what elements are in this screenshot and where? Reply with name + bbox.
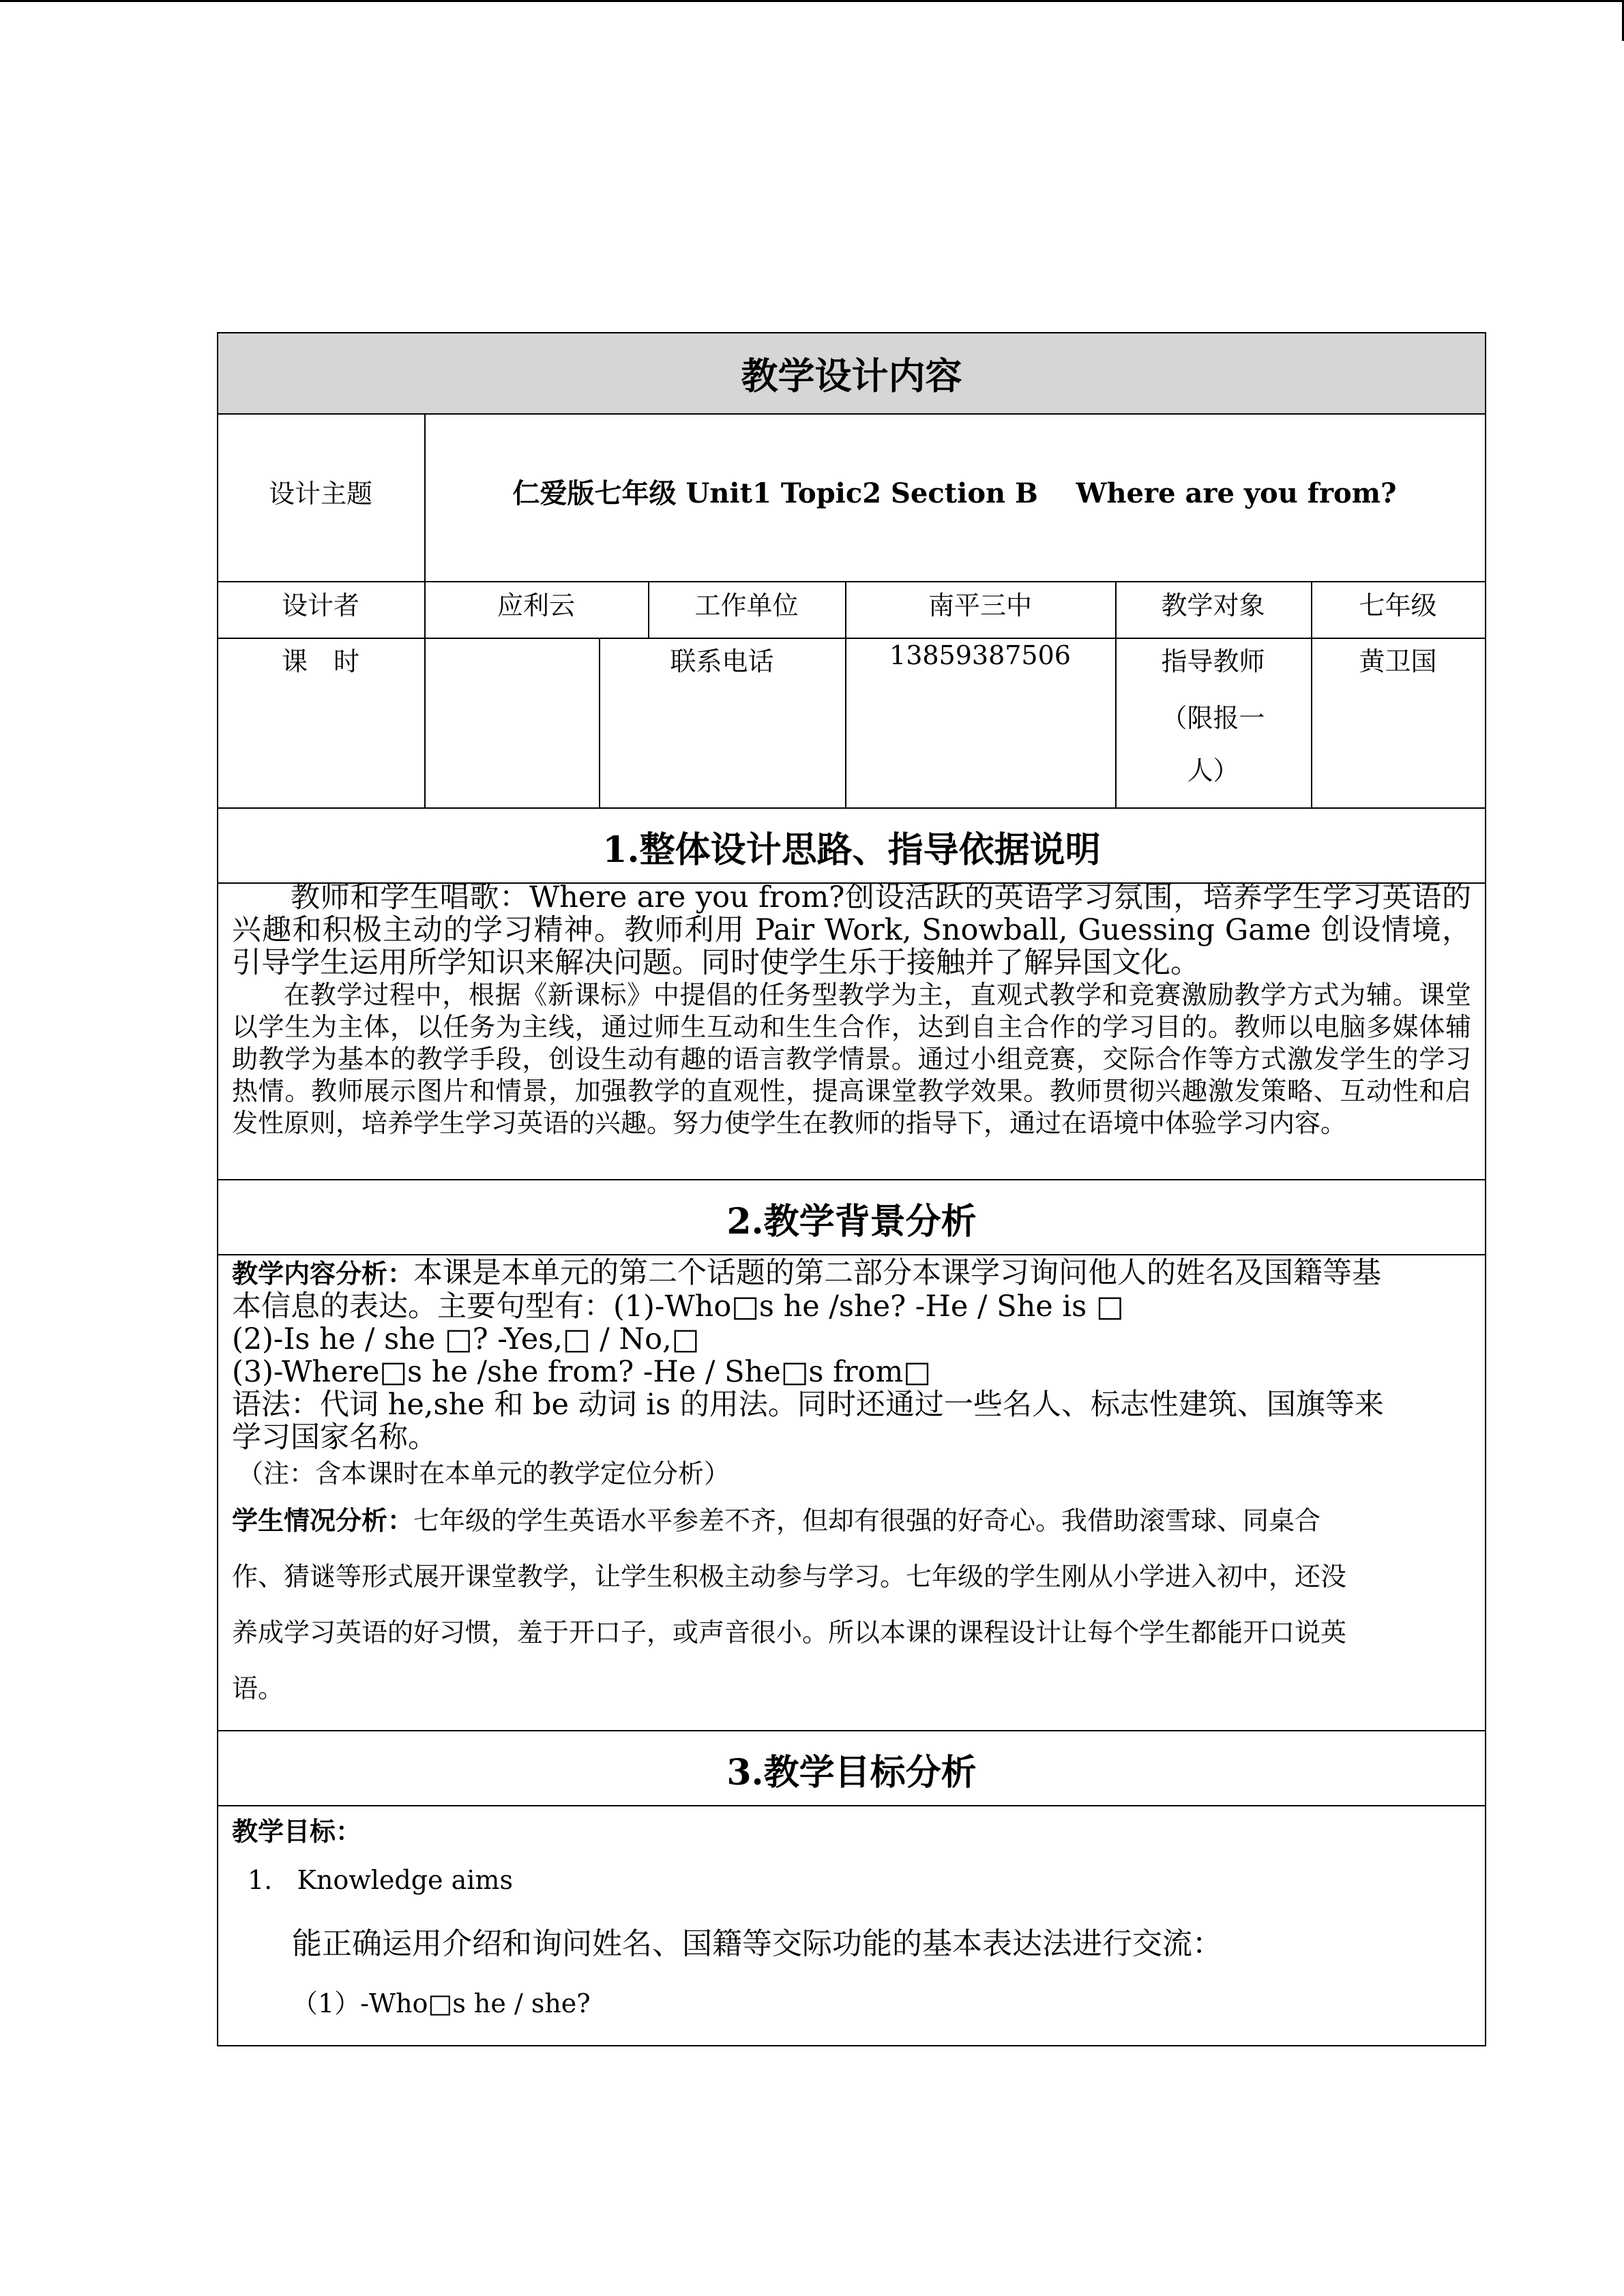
section1-body [232, 881, 1471, 1139]
section2-title: 2.教学背景分析 [726, 1201, 977, 1242]
table-line [217, 1730, 1486, 1731]
phone-value: 13859387506 [889, 640, 1071, 670]
content-analysis-text: 本课是本单元的第二个话题的第二部分本课学习询问他人的姓名及国籍等基 [413, 1256, 1382, 1290]
table-title: 教学设计内容 [741, 354, 962, 398]
aim-text: 能正确运用介绍和询问姓名、国籍等交际功能的基本表达法进行交流： [292, 1926, 1222, 1961]
unit-label: 工作单位 [694, 591, 799, 621]
goals-label: 教学目标： [232, 1816, 362, 1847]
lesson-design-table [217, 332, 1486, 2046]
content-analysis-text: 语法：代词 he,she 和 be 动词 is 的用法。同时还通过一些名人、标志性建筑、国旗等来 [232, 1388, 1384, 1422]
student-analysis-text: 作、猜谜等形式展开课堂教学，让学生积极主动参与学习。七年级的学生刚从小学进入初中，还没 [232, 1562, 1347, 1592]
table-line [217, 1254, 1486, 1255]
content-analysis-label: 教学内容分析： [232, 1258, 414, 1289]
table-line [217, 1805, 1486, 1806]
theme-label: 设计主题 [268, 479, 372, 509]
mentor-label-line: 指导教师 [1161, 646, 1265, 676]
section3-title: 3.教学目标分析 [726, 1752, 977, 1793]
theme-value: 仁爱版七年级 Unit1 Topic2 Section B Where are you from? [512, 477, 1397, 509]
designer-label: 设计者 [281, 591, 359, 621]
section1-paragraph: 教师和学生唱歌：Where are you from?创设活跃的英语学习氛围，培养学生学习英语的兴趣和积极主动的学习精神。教师利用 Pair Work, Snowball, Guessing Game 创设情境，引导学生运用所学知识来解决问题。同时使学生乐于接触并了解异国文化。 [232, 880, 1471, 980]
content-analysis-text: (2)-Is he / she □? -Yes,□ / No,□ [232, 1322, 700, 1356]
student-analysis [232, 1493, 1471, 1716]
sentence-example: （1）-Who□s he / she? [292, 1988, 591, 2018]
mentor-label-line: 人） [1187, 756, 1239, 786]
content-analysis-text: (3)-Where□s he /she from? -He / She□s from□ [232, 1355, 931, 1389]
mentor-label-line: （限报一 [1161, 703, 1265, 733]
section1-title: 1.整体设计思路、指导依据说明 [602, 829, 1101, 871]
target-value: 七年级 [1359, 591, 1437, 621]
content-analysis-text: 学习国家名称。 [232, 1420, 437, 1455]
student-analysis-label: 学生情况分析： [232, 1505, 414, 1536]
period-label: 课 时 [281, 646, 359, 676]
content-analysis-text: 本信息的表达。主要句型有：(1)-Who□s he /she? -He / She is □ [232, 1289, 1124, 1324]
student-analysis-text: 养成学习英语的好习惯，羞于开口子，或声音很小。所以本课的课程设计让每个学生都能开口说英 [232, 1617, 1347, 1648]
table-line [217, 638, 1486, 639]
student-analysis-text: 七年级的学生英语水平参差不齐，但却有很强的好奇心。我借助滚雪球、同桌合 [413, 1506, 1321, 1536]
target-label: 教学对象 [1161, 591, 1265, 621]
phone-label: 联系电话 [670, 646, 774, 676]
table-line [217, 581, 1486, 582]
page-top-border [0, 0, 1624, 2]
section1-paragraph: 在教学过程中，根据《新课标》中提倡的任务型教学为主，直观式教学和竞赛激励教学方式为辅。课堂以学生为主体，以任务为主线，通过师生互动和生生合作，达到自主合作的学习目的。教师以电脑多媒体辅助教学为基本的教学手段，创设生动有趣的语言教学情景。通过小组竞赛，交际合作等方式激发学生的学习热情。教师展示图片和情景，加强教学的直观性，提高课堂教学效果。教师贯彻兴趣激发策略、互动性和启发性原则，培养学生学习英语的兴趣。努力使学生在教师的指导下，通过在语境中体验学习内容。 [232, 980, 1471, 1138]
table-line [217, 413, 1486, 415]
designer-value: 应利云 [497, 591, 575, 621]
analysis-note: （注：含本课时在本单元的教学定位分析） [237, 1459, 730, 1489]
table-line [217, 1179, 1486, 1180]
student-analysis-text: 语。 [232, 1673, 284, 1703]
table-line [217, 2045, 1486, 2046]
table-line [217, 807, 1486, 809]
goal-item: 1. Knowledge aims [248, 1865, 513, 1895]
unit-value: 南平三中 [928, 591, 1032, 621]
mentor-value: 黄卫国 [1359, 646, 1437, 676]
content-analysis [232, 1257, 1471, 1454]
table-line [217, 332, 1486, 333]
